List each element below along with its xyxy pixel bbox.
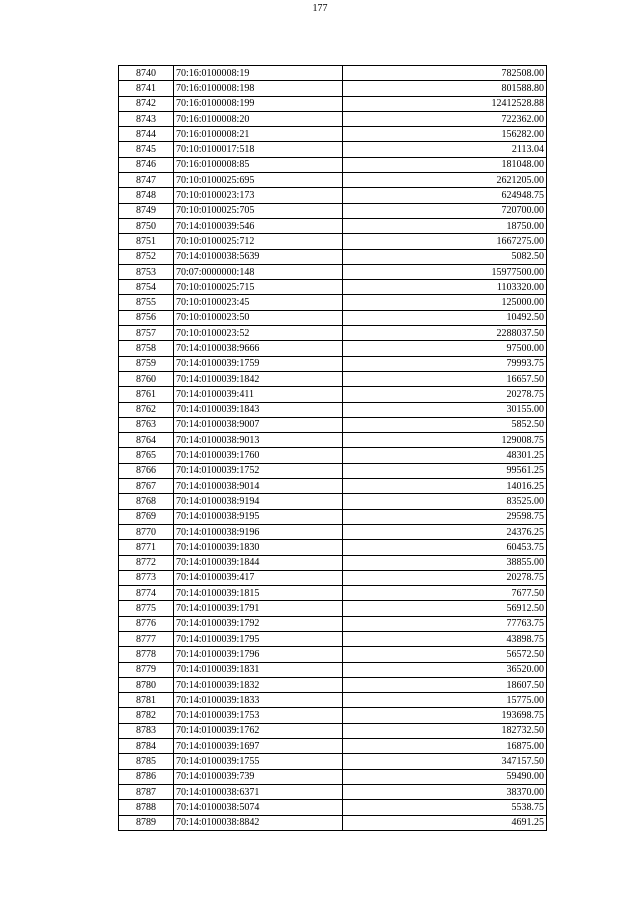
cadastral-number-cell: 70:16:0100008:20 bbox=[174, 111, 343, 126]
cadastral-number-cell: 70:14:0100039:1792 bbox=[174, 616, 343, 631]
row-number-cell: 8752 bbox=[119, 249, 174, 264]
cadastral-number-cell: 70:16:0100008:85 bbox=[174, 157, 343, 172]
row-number-cell: 8779 bbox=[119, 662, 174, 677]
cadastral-number-cell: 70:14:0100039:1791 bbox=[174, 601, 343, 616]
value-cell: 624948.75 bbox=[343, 188, 547, 203]
row-number-cell: 8766 bbox=[119, 463, 174, 478]
row-number-cell: 8755 bbox=[119, 295, 174, 310]
value-cell: 722362.00 bbox=[343, 111, 547, 126]
row-number-cell: 8757 bbox=[119, 326, 174, 341]
cadastral-number-cell: 70:14:0100039:1753 bbox=[174, 708, 343, 723]
cadastral-number-cell: 70:14:0100039:546 bbox=[174, 218, 343, 233]
value-cell: 20278.75 bbox=[343, 570, 547, 585]
table-row bbox=[119, 555, 547, 570]
value-cell: 24376.25 bbox=[343, 524, 547, 539]
cadastral-number-cell: 70:14:0100039:1752 bbox=[174, 463, 343, 478]
table-row bbox=[119, 708, 547, 723]
row-number-cell: 8759 bbox=[119, 356, 174, 371]
row-number-cell: 8787 bbox=[119, 784, 174, 799]
cadastral-number-cell: 70:10:0100017:518 bbox=[174, 142, 343, 157]
cadastral-number-cell: 70:14:0100038:5074 bbox=[174, 800, 343, 815]
row-number-cell: 8763 bbox=[119, 417, 174, 432]
row-number-cell: 8782 bbox=[119, 708, 174, 723]
value-cell: 15775.00 bbox=[343, 693, 547, 708]
cadastral-number-cell: 70:14:0100038:9196 bbox=[174, 524, 343, 539]
row-number-cell: 8777 bbox=[119, 631, 174, 646]
value-cell: 1667275.00 bbox=[343, 234, 547, 249]
row-number-cell: 8785 bbox=[119, 754, 174, 769]
table-row bbox=[119, 739, 547, 754]
table-row bbox=[119, 66, 547, 81]
value-cell: 182732.50 bbox=[343, 723, 547, 738]
cadastral-number-cell: 70:16:0100008:21 bbox=[174, 127, 343, 142]
table-row bbox=[119, 601, 547, 616]
table-row bbox=[119, 677, 547, 692]
value-cell: 125000.00 bbox=[343, 295, 547, 310]
row-number-cell: 8788 bbox=[119, 800, 174, 815]
table-row bbox=[119, 586, 547, 601]
value-cell: 193698.75 bbox=[343, 708, 547, 723]
row-number-cell: 8756 bbox=[119, 310, 174, 325]
table-row bbox=[119, 142, 547, 157]
value-cell: 36520.00 bbox=[343, 662, 547, 677]
value-cell: 59490.00 bbox=[343, 769, 547, 784]
row-number-cell: 8747 bbox=[119, 173, 174, 188]
table-row bbox=[119, 96, 547, 111]
row-number-cell: 8781 bbox=[119, 693, 174, 708]
table-row bbox=[119, 769, 547, 784]
cadastral-number-cell: 70:07:0000000:148 bbox=[174, 264, 343, 279]
table-row bbox=[119, 463, 547, 478]
value-cell: 16875.00 bbox=[343, 739, 547, 754]
table-body bbox=[119, 66, 547, 831]
table-row bbox=[119, 264, 547, 279]
value-cell: 38855.00 bbox=[343, 555, 547, 570]
table-row bbox=[119, 417, 547, 432]
value-cell: 5538.75 bbox=[343, 800, 547, 815]
value-cell: 60453.75 bbox=[343, 540, 547, 555]
row-number-cell: 8767 bbox=[119, 479, 174, 494]
cadastral-number-cell: 70:14:0100038:5639 bbox=[174, 249, 343, 264]
table-row bbox=[119, 157, 547, 172]
value-cell: 48301.25 bbox=[343, 448, 547, 463]
cadastral-number-cell: 70:14:0100039:739 bbox=[174, 769, 343, 784]
table-row bbox=[119, 631, 547, 646]
value-cell: 7677.50 bbox=[343, 586, 547, 601]
page-number: 177 bbox=[312, 3, 328, 14]
value-cell: 801588.80 bbox=[343, 81, 547, 96]
table-row bbox=[119, 540, 547, 555]
cadastral-number-cell: 70:14:0100039:1760 bbox=[174, 448, 343, 463]
row-number-cell: 8748 bbox=[119, 188, 174, 203]
cadastral-number-cell: 70:14:0100039:1815 bbox=[174, 586, 343, 601]
row-number-cell: 8773 bbox=[119, 570, 174, 585]
value-cell: 12412528.88 bbox=[343, 96, 547, 111]
cadastral-number-cell: 70:14:0100039:1843 bbox=[174, 402, 343, 417]
row-number-cell: 8742 bbox=[119, 96, 174, 111]
table-row bbox=[119, 524, 547, 539]
cadastral-number-cell: 70:10:0100023:50 bbox=[174, 310, 343, 325]
value-cell: 2621205.00 bbox=[343, 173, 547, 188]
row-number-cell: 8783 bbox=[119, 723, 174, 738]
table-row bbox=[119, 234, 547, 249]
cadastral-number-cell: 70:14:0100039:1842 bbox=[174, 371, 343, 386]
row-number-cell: 8784 bbox=[119, 739, 174, 754]
table-row bbox=[119, 800, 547, 815]
row-number-cell: 8762 bbox=[119, 402, 174, 417]
table-row bbox=[119, 295, 547, 310]
row-number-cell: 8744 bbox=[119, 127, 174, 142]
value-cell: 1103320.00 bbox=[343, 280, 547, 295]
cadastral-number-cell: 70:10:0100023:52 bbox=[174, 326, 343, 341]
row-number-cell: 8749 bbox=[119, 203, 174, 218]
value-cell: 79993.75 bbox=[343, 356, 547, 371]
table-row bbox=[119, 494, 547, 509]
row-number-cell: 8789 bbox=[119, 815, 174, 830]
value-cell: 30155.00 bbox=[343, 402, 547, 417]
row-number-cell: 8743 bbox=[119, 111, 174, 126]
row-number-cell: 8786 bbox=[119, 769, 174, 784]
row-number-cell: 8776 bbox=[119, 616, 174, 631]
table-row bbox=[119, 433, 547, 448]
value-cell: 2288037.50 bbox=[343, 326, 547, 341]
value-cell: 18607.50 bbox=[343, 677, 547, 692]
table-row bbox=[119, 249, 547, 264]
row-number-cell: 8753 bbox=[119, 264, 174, 279]
row-number-cell: 8761 bbox=[119, 387, 174, 402]
cadastral-number-cell: 70:16:0100008:19 bbox=[174, 66, 343, 81]
table-row bbox=[119, 662, 547, 677]
registry-table bbox=[118, 65, 547, 831]
table-row bbox=[119, 371, 547, 386]
cadastral-number-cell: 70:14:0100038:6371 bbox=[174, 784, 343, 799]
table-row bbox=[119, 784, 547, 799]
cadastral-number-cell: 70:14:0100039:1759 bbox=[174, 356, 343, 371]
row-number-cell: 8769 bbox=[119, 509, 174, 524]
row-number-cell: 8775 bbox=[119, 601, 174, 616]
row-number-cell: 8746 bbox=[119, 157, 174, 172]
cadastral-number-cell: 70:14:0100039:1833 bbox=[174, 693, 343, 708]
table-row bbox=[119, 173, 547, 188]
table-row bbox=[119, 326, 547, 341]
cadastral-number-cell: 70:10:0100025:715 bbox=[174, 280, 343, 295]
table-row bbox=[119, 280, 547, 295]
cadastral-number-cell: 70:16:0100008:198 bbox=[174, 81, 343, 96]
value-cell: 10492.50 bbox=[343, 310, 547, 325]
value-cell: 782508.00 bbox=[343, 66, 547, 81]
value-cell: 16657.50 bbox=[343, 371, 547, 386]
row-number-cell: 8771 bbox=[119, 540, 174, 555]
row-number-cell: 8741 bbox=[119, 81, 174, 96]
row-number-cell: 8740 bbox=[119, 66, 174, 81]
table-row bbox=[119, 570, 547, 585]
cadastral-number-cell: 70:10:0100025:695 bbox=[174, 173, 343, 188]
cadastral-number-cell: 70:14:0100039:417 bbox=[174, 570, 343, 585]
value-cell: 38370.00 bbox=[343, 784, 547, 799]
value-cell: 347157.50 bbox=[343, 754, 547, 769]
table-row bbox=[119, 479, 547, 494]
value-cell: 18750.00 bbox=[343, 218, 547, 233]
row-number-cell: 8751 bbox=[119, 234, 174, 249]
value-cell: 181048.00 bbox=[343, 157, 547, 172]
table-row bbox=[119, 509, 547, 524]
cadastral-number-cell: 70:14:0100039:411 bbox=[174, 387, 343, 402]
row-number-cell: 8760 bbox=[119, 371, 174, 386]
value-cell: 83525.00 bbox=[343, 494, 547, 509]
cadastral-number-cell: 70:14:0100039:1830 bbox=[174, 540, 343, 555]
value-cell: 20278.75 bbox=[343, 387, 547, 402]
cadastral-number-cell: 70:14:0100038:9014 bbox=[174, 479, 343, 494]
cadastral-number-cell: 70:14:0100039:1832 bbox=[174, 677, 343, 692]
table-row bbox=[119, 310, 547, 325]
value-cell: 77763.75 bbox=[343, 616, 547, 631]
value-cell: 2113.04 bbox=[343, 142, 547, 157]
cadastral-number-cell: 70:14:0100039:1755 bbox=[174, 754, 343, 769]
row-number-cell: 8770 bbox=[119, 524, 174, 539]
table-row bbox=[119, 127, 547, 142]
row-number-cell: 8754 bbox=[119, 280, 174, 295]
row-number-cell: 8750 bbox=[119, 218, 174, 233]
value-cell: 14016.25 bbox=[343, 479, 547, 494]
cadastral-number-cell: 70:14:0100039:1844 bbox=[174, 555, 343, 570]
table-row bbox=[119, 448, 547, 463]
cadastral-number-cell: 70:14:0100039:1795 bbox=[174, 631, 343, 646]
value-cell: 56572.50 bbox=[343, 647, 547, 662]
table-row bbox=[119, 723, 547, 738]
row-number-cell: 8768 bbox=[119, 494, 174, 509]
value-cell: 97500.00 bbox=[343, 341, 547, 356]
cadastral-number-cell: 70:16:0100008:199 bbox=[174, 96, 343, 111]
row-number-cell: 8745 bbox=[119, 142, 174, 157]
table-row bbox=[119, 387, 547, 402]
value-cell: 129008.75 bbox=[343, 433, 547, 448]
value-cell: 99561.25 bbox=[343, 463, 547, 478]
table-row bbox=[119, 218, 547, 233]
table-row bbox=[119, 402, 547, 417]
row-number-cell: 8764 bbox=[119, 433, 174, 448]
row-number-cell: 8780 bbox=[119, 677, 174, 692]
value-cell: 720700.00 bbox=[343, 203, 547, 218]
cadastral-number-cell: 70:14:0100038:9666 bbox=[174, 341, 343, 356]
cadastral-number-cell: 70:14:0100038:8842 bbox=[174, 815, 343, 830]
table-row bbox=[119, 81, 547, 96]
table-row bbox=[119, 341, 547, 356]
cadastral-number-cell: 70:10:0100023:45 bbox=[174, 295, 343, 310]
cadastral-number-cell: 70:14:0100038:9007 bbox=[174, 417, 343, 432]
value-cell: 29598.75 bbox=[343, 509, 547, 524]
table-row bbox=[119, 203, 547, 218]
value-cell: 156282.00 bbox=[343, 127, 547, 142]
table-row bbox=[119, 693, 547, 708]
cadastral-number-cell: 70:14:0100038:9194 bbox=[174, 494, 343, 509]
cadastral-number-cell: 70:14:0100039:1762 bbox=[174, 723, 343, 738]
cadastral-number-cell: 70:14:0100038:9195 bbox=[174, 509, 343, 524]
value-cell: 5082.50 bbox=[343, 249, 547, 264]
table-row bbox=[119, 188, 547, 203]
table-row bbox=[119, 111, 547, 126]
row-number-cell: 8758 bbox=[119, 341, 174, 356]
cadastral-number-cell: 70:14:0100039:1796 bbox=[174, 647, 343, 662]
row-number-cell: 8765 bbox=[119, 448, 174, 463]
value-cell: 56912.50 bbox=[343, 601, 547, 616]
table-row bbox=[119, 815, 547, 830]
cadastral-number-cell: 70:10:0100025:712 bbox=[174, 234, 343, 249]
row-number-cell: 8772 bbox=[119, 555, 174, 570]
value-cell: 43898.75 bbox=[343, 631, 547, 646]
cadastral-number-cell: 70:14:0100039:1697 bbox=[174, 739, 343, 754]
cadastral-number-cell: 70:10:0100025:705 bbox=[174, 203, 343, 218]
table-row bbox=[119, 616, 547, 631]
value-cell: 15977500.00 bbox=[343, 264, 547, 279]
value-cell: 4691.25 bbox=[343, 815, 547, 830]
row-number-cell: 8778 bbox=[119, 647, 174, 662]
table-row bbox=[119, 754, 547, 769]
cadastral-number-cell: 70:10:0100023:173 bbox=[174, 188, 343, 203]
value-cell: 5852.50 bbox=[343, 417, 547, 432]
table-row bbox=[119, 356, 547, 371]
table-row bbox=[119, 647, 547, 662]
cadastral-number-cell: 70:14:0100038:9013 bbox=[174, 433, 343, 448]
row-number-cell: 8774 bbox=[119, 586, 174, 601]
cadastral-number-cell: 70:14:0100039:1831 bbox=[174, 662, 343, 677]
